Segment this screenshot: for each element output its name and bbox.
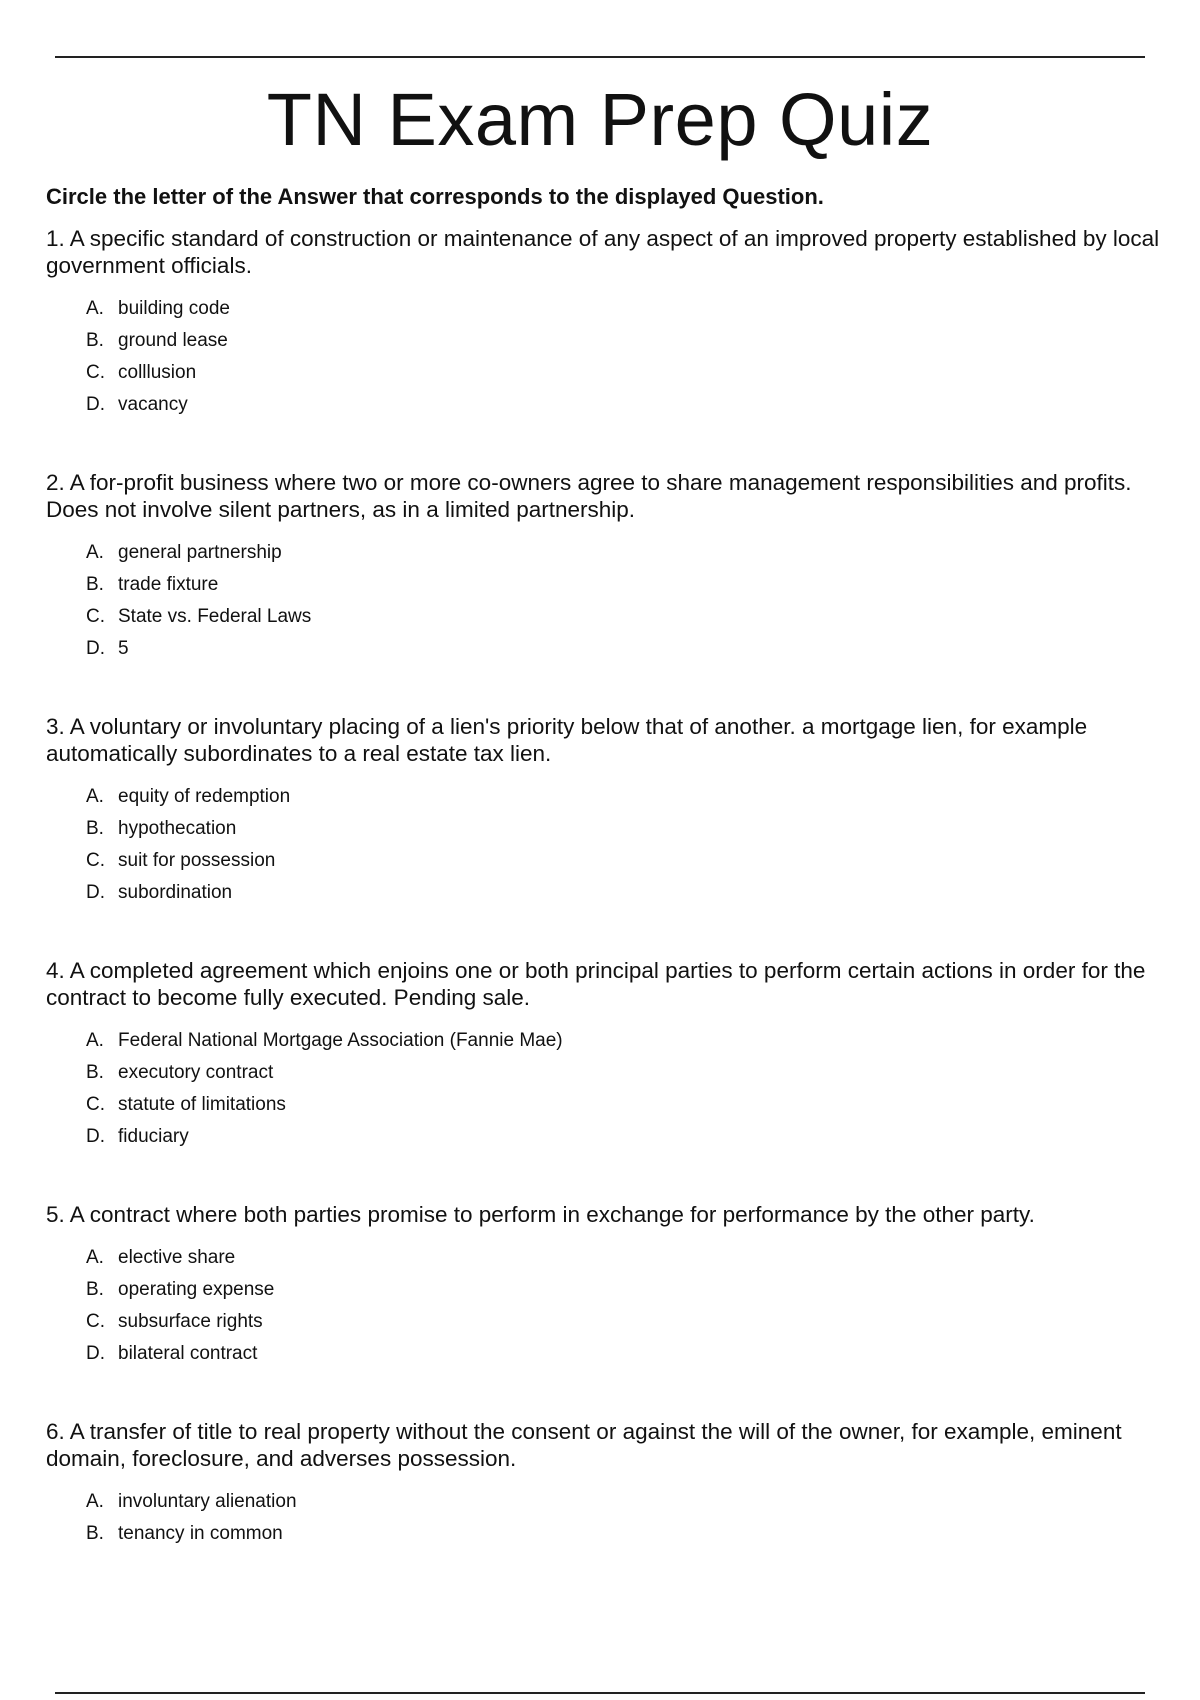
option-text: subordination [118,882,233,903]
option-letter: A. [86,1247,104,1268]
answer-option-c[interactable] [86,1089,1166,1121]
answer-option-a[interactable] [86,1486,1166,1518]
option-text: ground lease [118,330,228,351]
option-letter: D. [86,1126,105,1147]
option-letter: A. [86,298,104,319]
question-3 [46,713,1166,909]
answer-option-a[interactable] [86,1242,1166,1274]
answer-option-c[interactable] [86,1306,1166,1338]
answer-options [46,293,1166,421]
option-letter: C. [86,606,105,627]
option-text: tenancy in common [118,1523,283,1544]
question-text: 1. A specific standard of construction or maintenance of any aspect of an improved property established by local government officials. [46,226,1160,278]
option-text: subsurface rights [118,1311,263,1332]
answer-option-c[interactable] [86,357,1166,389]
option-text: 5 [118,638,129,659]
answer-option-a[interactable] [86,537,1166,569]
option-letter: B. [86,818,104,839]
option-text: operating expense [118,1279,275,1300]
answer-option-d[interactable] [86,1121,1166,1153]
option-text: State vs. Federal Laws [118,606,312,627]
option-text: hypothecation [118,818,237,839]
answer-option-c[interactable] [86,601,1166,633]
answer-option-b[interactable] [86,569,1166,601]
answer-options [46,1242,1166,1370]
option-text: building code [118,298,230,319]
answer-options [46,1486,1166,1550]
option-letter: C. [86,850,105,871]
question-6 [46,1418,1166,1550]
question-4 [46,957,1166,1153]
option-text: executory contract [118,1062,274,1083]
question-list [46,225,1166,1598]
option-text: elective share [118,1247,236,1268]
option-text: Federal National Mortgage Association (Fannie Mae) [118,1030,563,1051]
answer-option-d[interactable] [86,389,1166,421]
option-letter: D. [86,394,105,415]
option-letter: A. [86,1030,104,1051]
question-text: 2. A for-profit business where two or more co-owners agree to share management responsibilities and profits. Does not involve silent partners, as in a limited partnership. [46,470,1132,522]
option-text: equity of redemption [118,786,291,807]
question-5 [46,1201,1166,1370]
answer-option-b[interactable] [86,1274,1166,1306]
option-letter: C. [86,1094,105,1115]
question-2 [46,469,1166,665]
question-1 [46,225,1166,421]
answer-option-b[interactable] [86,1057,1166,1089]
option-letter: A. [86,1491,104,1512]
page-title: TN Exam Prep Quiz [266,78,934,161]
top-divider [55,56,1145,58]
option-text: fiduciary [118,1126,189,1147]
answer-option-a[interactable] [86,293,1166,325]
option-text: general partnership [118,542,282,563]
answer-options [46,537,1166,665]
option-text: trade fixture [118,574,219,595]
option-text: involuntary alienation [118,1491,297,1512]
option-letter: B. [86,1279,104,1300]
bottom-divider [55,1692,1145,1694]
option-text: suit for possession [118,850,276,871]
option-letter: B. [86,330,104,351]
option-text: colllusion [118,362,197,383]
option-letter: B. [86,1062,104,1083]
answer-option-d[interactable] [86,1338,1166,1370]
answer-option-a[interactable] [86,1025,1166,1057]
instructions: Circle the letter of the Answer that corresponds to the displayed Question. [46,184,824,209]
question-text: 4. A completed agreement which enjoins one or both principal parties to perform certain actions in order for the contract to become fully executed. Pending sale. [46,958,1146,1010]
option-letter: C. [86,362,105,383]
option-text: bilateral contract [118,1343,258,1364]
option-text: vacancy [118,394,188,415]
option-letter: B. [86,574,104,595]
answer-option-d[interactable] [86,877,1166,909]
question-text: 3. A voluntary or involuntary placing of a lien's priority below that of another. a mortgage lien, for example automatically subordinates to a real estate tax lien. [46,714,1088,766]
answer-option-b[interactable] [86,325,1166,357]
answer-option-b[interactable] [86,1518,1166,1550]
option-letter: D. [86,882,105,903]
option-letter: D. [86,638,105,659]
question-text: 6. A transfer of title to real property without the consent or against the will of the owner, for example, eminent domain, foreclosure, and adverses possession. [46,1419,1122,1471]
answer-options [46,781,1166,909]
answer-option-b[interactable] [86,813,1166,845]
question-text: 5. A contract where both parties promise to perform in exchange for performance by the other party. [46,1202,1035,1227]
answer-option-d[interactable] [86,633,1166,665]
option-letter: C. [86,1311,105,1332]
option-letter: D. [86,1343,105,1364]
answer-option-a[interactable] [86,781,1166,813]
answer-options [46,1025,1166,1153]
option-letter: A. [86,542,104,563]
answer-option-c[interactable] [86,845,1166,877]
option-text: statute of limitations [118,1094,286,1115]
option-letter: A. [86,786,104,807]
option-letter: B. [86,1523,104,1544]
